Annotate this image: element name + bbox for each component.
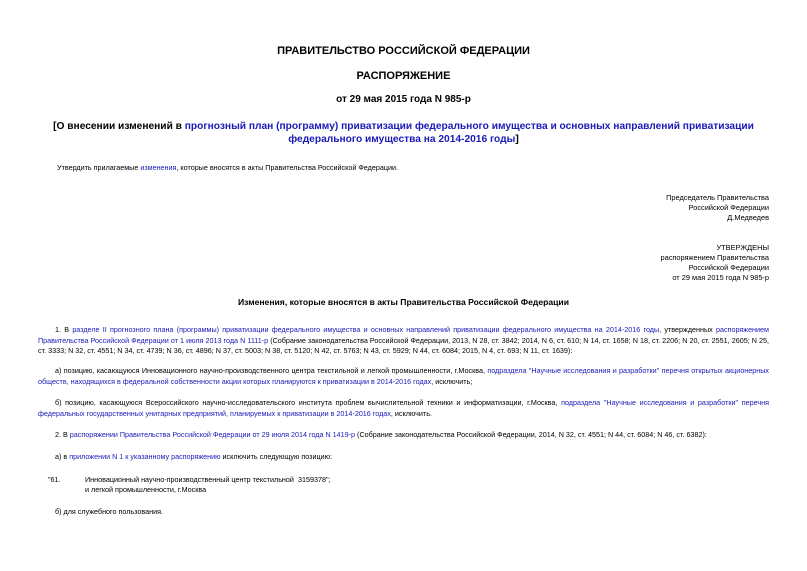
approved-by: распоряжением Правительства [660, 253, 769, 262]
changes-title: Изменения, которые вносятся в акты Правительства Российской Федерации [237, 297, 569, 307]
signature-name: Д.Медведев [727, 213, 769, 222]
paragraph-1b [38, 398, 769, 419]
title-link[interactable]: прогнозный план (программу) приватизации федерального имущества и основных направлений приватизации федерального имущества на 2014-2016 годы [184, 121, 754, 145]
p2a-before: а) в [55, 452, 70, 461]
signature-block [666, 193, 769, 223]
doc-date-number: от 29 мая 2015 года N 985-р [336, 94, 471, 105]
approved-date: от 29 мая 2015 года N 985-р [672, 273, 769, 282]
table-row-name [85, 475, 294, 495]
pa-link[interactable]: подраздела "Научные исследования и разработки" перечня открытых акционерных обществ, находящихся в федеральной собственности акции которых планируются к приватизации в 2014-2016 годах [38, 366, 770, 386]
paragraph-2a [38, 452, 769, 463]
table-row-name-line1: Инновационный научно-производственный центр текстильной [85, 475, 294, 484]
approve-link[interactable]: изменения [140, 163, 177, 172]
paragraph-1 [38, 325, 769, 357]
approved-label: УТВЕРЖДЕНЫ [716, 243, 769, 252]
title-open: [О внесении изменений в [53, 121, 185, 132]
p1-rest: (Собрание законодательства Российской Федерации, 2013, N 28, ст. 3842; 2014, N 6, ст. 610; N 14, ст. 1658; N 18, ст. 2206; N 20, ст. 2551, 2605; N 25, ст. 3333; N 32, ст. 4551; N 34, ст. 4739; N 36, ст. 4896; N 37, ст. 5003; N 38, ст. 5120; N 42, ст. 5763; N 43, ст. 5929; N 44, ст. 6084; 2015, N 4, ст. 693; N 11, ст. 1639): [38, 335, 769, 355]
paragraph-2b [38, 507, 769, 518]
p2b-text: б) для служебного пользования. [55, 507, 164, 516]
doc-type-heading: РАСПОРЯЖЕНИЕ [356, 70, 451, 82]
p2-link[interactable]: распоряжении Правительства Российской Федерации от 29 июля 2014 года N 1419-р [69, 430, 356, 439]
title-close: ] [515, 134, 519, 145]
approve-paragraph [57, 163, 398, 173]
p1-mid: , утвержденных [659, 325, 716, 334]
p2a-after: исключить следующую позицию: [220, 452, 333, 461]
approved-country: Российской Федерации [688, 263, 769, 272]
signature-country: Российской Федерации [688, 203, 769, 212]
approve-text-before: Утвердить прилагаемые [57, 163, 141, 172]
paragraph-1a [38, 366, 769, 387]
p2-number: 2. В [55, 430, 70, 439]
pa-before: а) позицию, касающуюся Инновационного научно-производственного центра текстильной и легкой промышленности, г.Москва, [55, 366, 488, 375]
document-title [38, 120, 769, 146]
p1-number: 1. В [55, 325, 73, 334]
p2a-link[interactable]: приложении N 1 к указанному распоряжению [69, 452, 221, 461]
paragraph-2 [38, 430, 769, 441]
pb-before: б) позицию, касающуюся Всероссийского научно-исследовательского института проблем вычислительной техники и информатизации, г.Москва, [55, 398, 562, 407]
pa-after: , исключить; [431, 376, 473, 386]
p2-rest: (Собрание законодательства Российской Федерации, 2014, N 32, ст. 4551; N 44, ст. 6084; N 46, ст. 6382): [355, 430, 707, 439]
table-row-num: "61. [48, 475, 61, 484]
pb-after: , исключить. [390, 408, 432, 418]
table-row-code: 3159378"; [298, 475, 331, 484]
approved-block [660, 243, 769, 283]
p1-link-order[interactable]: распоряжением Правительства Российской Федерации от 1 июля 2013 года N 1111-р [38, 325, 769, 345]
org-heading: ПРАВИТЕЛЬСТВО РОССИЙСКОЙ ФЕДЕРАЦИИ [277, 45, 530, 57]
table-row-name-line2: и легкой промышленности, г.Москва [85, 485, 207, 494]
pb-link[interactable]: подраздела "Научные исследования и разработки" перечня федеральных государственных унитарных предприятий, планируемых к приватизации в 2014-2016 годах [38, 398, 769, 418]
signature-title: Председатель Правительства [666, 193, 769, 202]
p1-link-section[interactable]: разделе II прогнозного плана (программы) приватизации федерального имущества и основных направлений приватизации федерального имущества на 2014-2016 годы [72, 325, 660, 334]
approve-text-after: , которые вносятся в акты Правительства Российской Федерации. [176, 163, 398, 172]
